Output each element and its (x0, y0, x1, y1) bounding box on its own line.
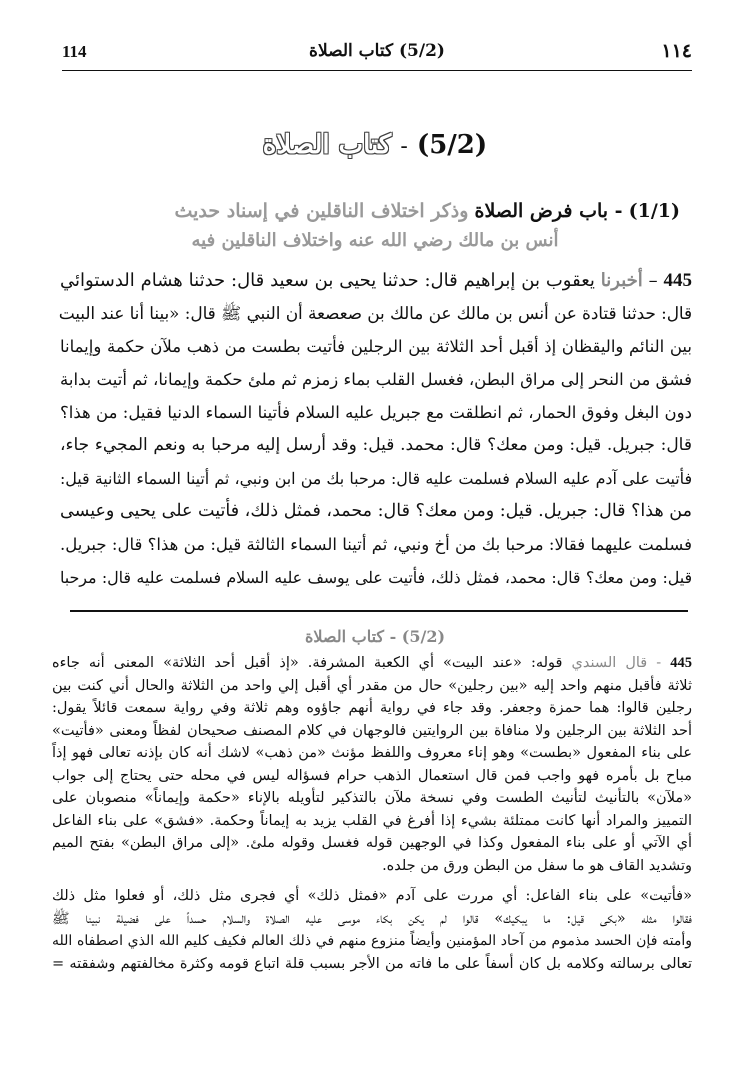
commentary-line: مباح بل بأمره فهو واجب فمن قال استعمال الذهب حرام فسؤاله ليس في محله حتى يحتاج إلى جواب (52, 767, 692, 784)
page-number-latin: 114 (62, 42, 87, 61)
commentary-line: على بناء المفعول «بطست» وهو إناء معروف واللفظ مؤنث «من ذهب» لاشك أنه كان بإذنه تعالى فهو إذاً (52, 745, 692, 761)
hadith-line: دون البغل وفوق الحمار، ثم انطلقت مع جبريل عليه السلام فأتينا السماء الدنيا فقيل: من هذا؟ (60, 403, 692, 422)
hadith-line-text: يعقوب بن إبراهيم قال: حدثنا يحيى بن سعيد قال: حدثنا هشام الدستوائي (60, 270, 595, 291)
book-heading-name: كتاب الصلاة (262, 130, 392, 160)
header-rule (62, 70, 692, 71)
chapter-title-faded: وذكر اختلاف الناقلين في إسناد حديث (174, 200, 469, 222)
hadith-line: فأتيت على آدم عليه السلام فسلمت عليه قال: مرحبا بك من ابن ونبي، ثم أتينا السماء الثانية قيل: (60, 469, 692, 488)
hadith-line: قيل: ومن معك؟ قال: محمد، فمثل ذلك، فأتيت على يوسف عليه السلام فسلمت عليه قال: مرحبا (60, 568, 692, 587)
page-number-arabic: ١١٤ (661, 40, 692, 62)
running-title: (5/2) كتاب الصلاة (309, 41, 445, 61)
commentary-line: فقالوا مثله «بكى قيل: ما يبكيك» قالوا لم يكن بكاء موسى عليه الصلاة والسلام حسداً على فضيلة نبينا ﷺ (52, 910, 692, 927)
hadith-line: قال: حدثنا قتادة عن أنس بن مالك عن مالك بن صعصعة أن النبي ﷺ قال: «بينا أنا عند البيت (58, 303, 692, 323)
hadith-text (60, 264, 692, 594)
section-divider (70, 610, 688, 612)
chapter-heading (70, 196, 680, 256)
commentary-line: «ملآن» بالتأنيث لتأنيث الطست وفي نسخة ملآن بالتذكير لتأويله بالإناء «حكمة وإيماناً» منصوبان على (52, 790, 692, 806)
commentary-line: تعالى برسالته وكلامه بل كان أسفاً على ما فاته من الأجر بسبب قلة اتباع قومه وكثرة مخالفتهم وشفقته = (52, 955, 692, 972)
commentary-author: - قال السندي (571, 655, 662, 671)
chapter-title-line2: أنس بن مالك رضي الله عنه واختلاف الناقلين فيه (191, 230, 559, 251)
hadith-faded-word: أخبرنا (600, 270, 643, 291)
book-heading (0, 130, 750, 160)
commentary-line: ثلاثة فأقبل منهم واحد إليه «بين رجلين» حال من مقدر أي أقبل إلي واحد من الثلاثة والحال أني كنت بين (52, 677, 692, 694)
commentary-line: أي الآتي أو على بناء المفعول وكذا في الوجهين قوله فغسل وقوله ملئ. «إلى مراق البطن» بفتح الميم (52, 835, 692, 851)
hadith-line: من هذا؟ قال: جبريل. قيل: ومن معك؟ قال: محمد، فمثل ذلك، فأتيت على يحيى وعيسى (60, 501, 692, 521)
commentary-line: رجلين قالوا: هما حمزة وجعفر. وقد جاء في رواية أنهم جاؤوه وهم ثلاثة وفي رواية سمعت قائلاً يقول: (52, 700, 692, 716)
commentary-heading (0, 627, 750, 646)
commentary-line: وأمته فإن الحسد مذموم من آحاد المؤمنين وأيضاً منزوع منهم في ذلك العالم فكيف كليم الله الذي اصطفاه الله (52, 933, 692, 949)
chapter-title: - باب فرض الصلاة (474, 200, 623, 222)
book-heading-dash: - (400, 134, 408, 159)
book-heading-number: (5/2) (416, 130, 488, 160)
commentary-line: «فأتيت» على بناء الفاعل: أي مررت على آدم «فمثل ذلك» أي فجرى مثل ذلك، أو فعلوا مثل ذلك (52, 888, 692, 904)
hadith-line: بين النائم واليقظان إذ أقبل أحد الثلاثة بين الرجلين فأتيت بطست من ذهب ملآن حكمة وإيمانا (60, 337, 692, 356)
hadith-line: قال: جبريل. قيل: ومن معك؟ قال: محمد. قيل: وقد أرسل إليه مرحبا به ونعم المجيء جاء، (60, 435, 692, 455)
hadith-line: 445 – أخبرنا يعقوب بن إبراهيم قال: حدثنا يحيى بن سعيد قال: حدثنا هشام الدستوائي (60, 270, 692, 291)
running-header (62, 40, 692, 68)
commentary-line: أحد الثلاثة بين الرجلين ولا منافاة بين الروايتين فالوجهان في كلام المصنف صحيحان لفظاً ومعنى «فأتيت» (52, 722, 692, 739)
hadith-line: فسلمت عليهما فقالا: مرحبا بك من أخ ونبي، ثم أتينا السماء الثالثة قيل: من هذا؟ قال: جبريل. (60, 535, 692, 554)
commentary-line: التمييز والمراد أنها كانت ممتلئة بشيء إذا أفرغ في القلب يزيد به إيماناً وحكمة. «فشق» على بناء الفاعل (52, 812, 692, 829)
commentary-line: وتشديد القاف هو ما سفل من البطن ورق من جلده. (382, 857, 692, 874)
commentary-number: 445 (670, 655, 692, 671)
commentary-heading-text: (5/2) - كتاب الصلاة (304, 627, 446, 646)
commentary-text (52, 652, 692, 975)
commentary-line (52, 652, 692, 675)
chapter-number: (1/1) (628, 200, 680, 222)
hadith-number: 445 (663, 270, 692, 291)
commentary-line-text: قوله: «عند البيت» أي الكعبة المشرفة. «إذ أقبل أحد الثلاثة» المعنى أنه جاءه (52, 655, 563, 671)
paragraph-gap (52, 877, 692, 885)
hadith-line: فشق من النحر إلى مراق البطن، فغسل القلب بماء زمزم ثم ملئ حكمة وإيمانا، ثم أتيت بدابة (60, 370, 692, 389)
